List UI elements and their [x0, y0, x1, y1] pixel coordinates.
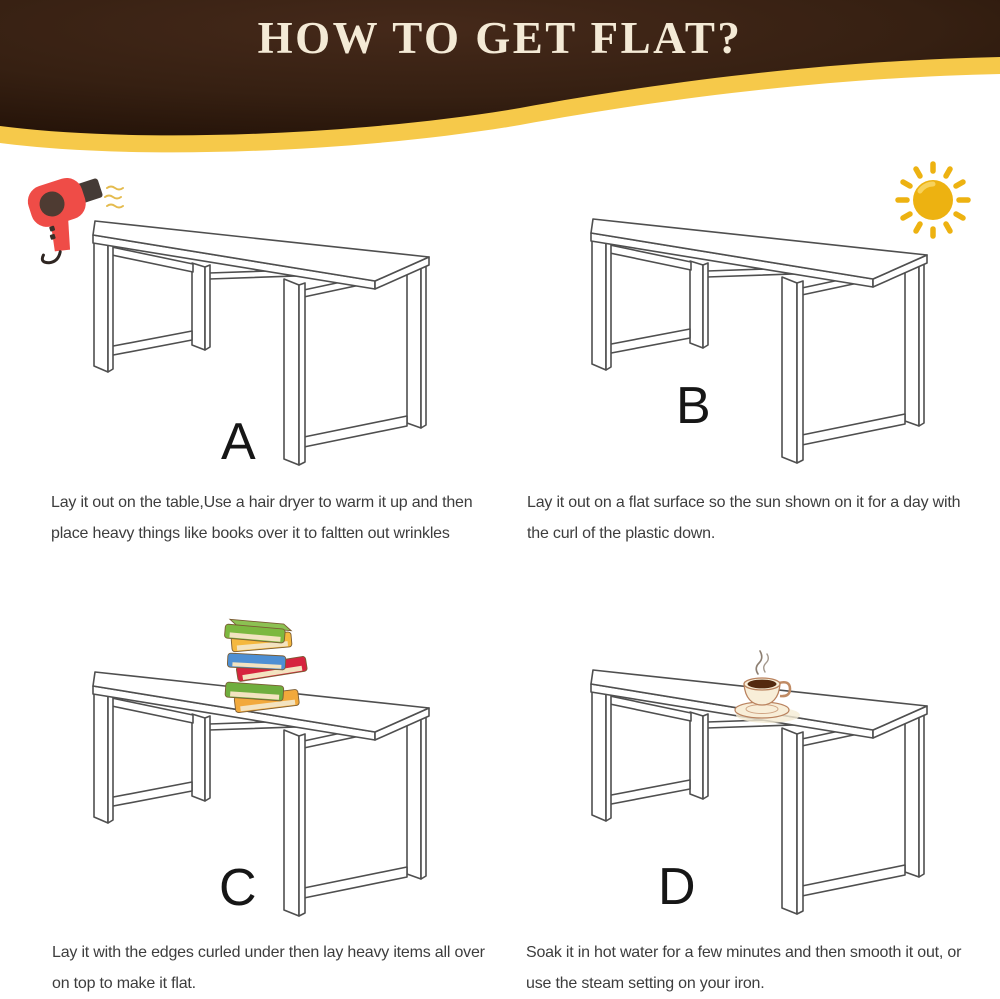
method-c-line-2: on top to make it flat.	[52, 975, 196, 992]
method-a-description	[51, 487, 521, 549]
books-icon	[214, 596, 314, 721]
method-c-label: C	[219, 859, 257, 917]
method-d-line-1: Soak it in hot water for a few minutes and then smooth it out, or	[526, 944, 962, 961]
table-illustration-a	[85, 207, 435, 477]
page-title: HOW TO GET FLAT?	[257, 13, 743, 63]
method-b-label: B	[676, 377, 711, 435]
method-b-description	[527, 487, 987, 549]
method-d-label: D	[658, 858, 696, 916]
header-banner	[0, 0, 1000, 150]
method-b-line-1: Lay it out on a flat surface so the sun shown on it for a day with	[527, 494, 961, 511]
method-a-label: A	[221, 413, 256, 471]
table-illustration-b	[583, 205, 933, 475]
method-c-line-1: Lay it with the edges curled under then lay heavy items all over	[52, 944, 485, 961]
method-c-description	[52, 937, 522, 999]
method-d-line-2: use the steam setting on your iron.	[526, 975, 765, 992]
method-d-description	[526, 937, 986, 999]
method-a-line-1: Lay it out on the table,Use a hair dryer to warm it up and then	[51, 494, 473, 511]
coffee-cup-icon	[712, 636, 814, 733]
method-a-line-2: place heavy things like books over it to faltten out wrinkles	[51, 525, 450, 542]
method-b-line-2: the curl of the plastic down.	[527, 525, 716, 542]
